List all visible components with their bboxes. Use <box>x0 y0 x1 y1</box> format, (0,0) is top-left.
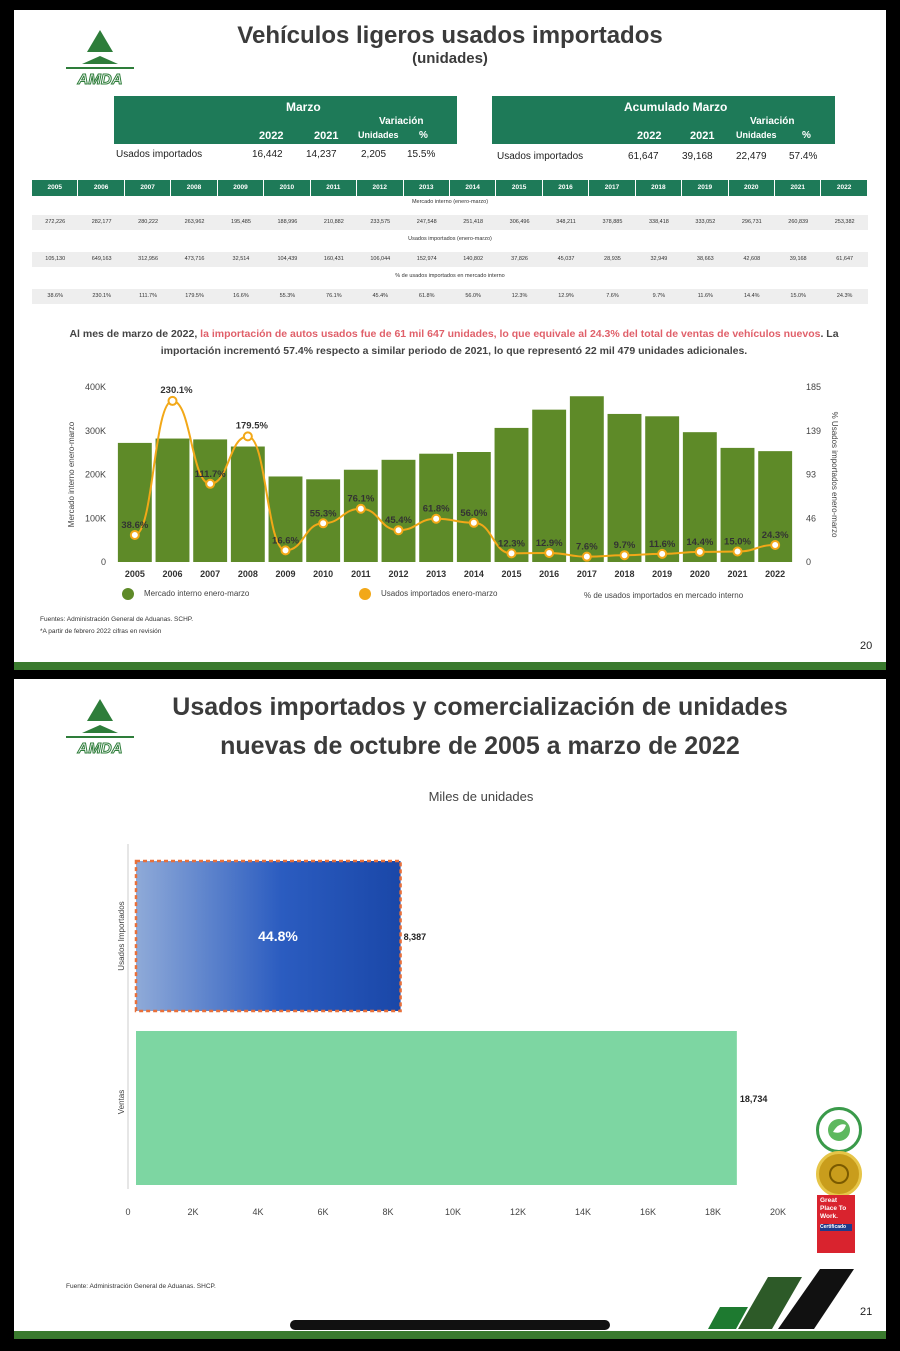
year-header-2021: 2021 <box>775 180 821 196</box>
usados-cell-2010: 104,439 <box>277 256 298 262</box>
pct-point-2016 <box>545 549 553 557</box>
pct-cell-2018: 9.7% <box>652 293 666 299</box>
mercado-cell-2007: 280,222 <box>138 219 159 225</box>
scroll-indicator[interactable] <box>290 1320 610 1330</box>
usados-cell-2014: 140,802 <box>463 256 484 262</box>
pct-cell-2009: 16.6% <box>233 293 249 299</box>
y2-tick-label: 185 <box>806 382 822 392</box>
x-tick-label: 2010 <box>313 569 334 579</box>
year-header-2018: 2018 <box>636 180 682 196</box>
x-tick-label: 18K <box>704 1207 722 1217</box>
bar-value-label: 18,734 <box>739 1094 768 1104</box>
usados-cell-2020: 42,608 <box>743 256 761 262</box>
mercado-cell-2017: 378,885 <box>602 219 623 225</box>
usados-cell-2019: 38,663 <box>696 256 714 262</box>
x-tick-label: 2014 <box>463 569 484 579</box>
year-header-2007: 2007 <box>125 180 171 196</box>
usados-cell-2015: 37,826 <box>511 256 528 262</box>
pct-data-label: 45.4% <box>385 515 412 527</box>
acumulado-2022: 61,647 <box>628 151 659 162</box>
category-label: Usados Importados <box>117 901 126 971</box>
pct-data-label: 38.6% <box>121 519 149 531</box>
footnote-sources: Fuentes: Administración General de Aduanas. SCHP. <box>40 616 194 623</box>
pct-point-2017 <box>583 553 591 561</box>
pct-data-label: 111.7% <box>194 468 226 480</box>
legend-usados-swatch <box>359 588 371 600</box>
x-tick-label: 2016 <box>539 569 560 579</box>
marzo-row-label: Usados importados <box>116 149 203 160</box>
pct-cell-2010: 55.3% <box>279 293 296 299</box>
pct-point-2020 <box>696 548 704 556</box>
year-header-2017: 2017 <box>589 180 635 196</box>
y-tick-label: 0 <box>100 557 106 567</box>
y-tick-label: 200K <box>84 469 106 480</box>
x-tick-label: 16K <box>639 1207 657 1217</box>
pct-cell-2022: 24.3% <box>836 293 853 299</box>
bar-2008 <box>231 447 265 562</box>
year-header-row <box>32 180 868 196</box>
x-tick-label: 0 <box>125 1207 131 1217</box>
x-tick-label: 2011 <box>351 569 371 579</box>
x-tick-label: 6K <box>317 1207 329 1217</box>
usados-cell-2021: 39,168 <box>789 256 807 262</box>
mercado-cell-2013: 247,548 <box>416 219 437 225</box>
pct-data-label: 11.6% <box>648 538 676 550</box>
pct-data-label: 76.1% <box>347 493 375 505</box>
year-header-2012: 2012 <box>357 180 403 196</box>
pct-point-2013 <box>432 515 440 523</box>
acumulado-2021: 39,168 <box>682 151 713 162</box>
pct-row <box>32 289 868 304</box>
year-header-2019: 2019 <box>682 180 728 196</box>
x-tick-label: 2021 <box>727 569 748 579</box>
mercado-row <box>32 215 868 230</box>
inai-badge <box>816 1107 862 1153</box>
pct-point-2006 <box>169 397 177 405</box>
year-header-2022: 2022 <box>821 180 867 196</box>
category-label: Ventas <box>117 1089 126 1115</box>
mercado-cell-2016: 348,211 <box>556 219 576 225</box>
pct-point-2012 <box>395 526 403 534</box>
slide-title-line2: nuevas de octubre de 2005 a marzo de 2022 <box>220 732 740 760</box>
y2-tick-label: 0 <box>806 557 812 567</box>
year-header-2010: 2010 <box>264 180 310 196</box>
bar-2011 <box>344 470 378 562</box>
x-tick-label: 2018 <box>614 569 635 579</box>
usados-cell-2018: 32,949 <box>650 256 668 262</box>
slide-21 <box>14 679 886 1339</box>
stripes-decoration <box>708 1269 858 1329</box>
x-tick-label: 2007 <box>200 569 221 579</box>
usados-cell-2022: 61,647 <box>836 256 854 262</box>
bar-value-label: 8,387 <box>403 932 427 942</box>
mercado-cell-2010: 188,996 <box>277 219 298 225</box>
footnote-revision: *A partir de febrero 2022 cifras en revisión <box>40 628 162 635</box>
mercado-cell-2015: 306,496 <box>509 219 530 225</box>
pct-point-2010 <box>319 519 327 527</box>
usados-cell-2016: 45,037 <box>557 256 575 262</box>
x-tick-label: 2022 <box>765 569 786 579</box>
pct-cell-2006: 230.1% <box>92 293 111 299</box>
pct-cell-2016: 12.9% <box>558 293 574 299</box>
chart-title: Miles de unidades <box>428 789 534 804</box>
usados-cell-2007: 312,956 <box>138 256 159 262</box>
mercado-label: Mercado interno (enero-marzo) <box>411 199 489 205</box>
mercado-cell-2021: 260,839 <box>788 219 809 225</box>
mercado-cell-2012: 233,575 <box>370 219 391 225</box>
legend-pct: % de usados importados en mercado interno <box>584 591 744 600</box>
pct-cell-2014: 56.0% <box>465 293 481 299</box>
year-header-2008: 2008 <box>171 180 217 196</box>
mercado-cell-2018: 338,418 <box>648 219 669 225</box>
pct-point-2022 <box>771 541 779 549</box>
x-tick-label: 12K <box>509 1207 527 1217</box>
usados-cell-2017: 28,935 <box>604 256 621 262</box>
pct-cell-2021: 15.0% <box>790 293 807 299</box>
pct-cell-2012: 45.4% <box>372 293 389 299</box>
pct-cell-2007: 111.7% <box>139 293 158 299</box>
pct-data-label: 15.0% <box>724 536 751 548</box>
mercado-cell-2022: 253,382 <box>834 219 855 225</box>
mercado-cell-2020: 296,731 <box>741 219 762 225</box>
mercado-cell-2005: 272,226 <box>45 219 66 225</box>
y2-tick-label: 139 <box>806 425 822 436</box>
summary-paragraph: Al mes de marzo de 2022, la importación de autos usados fue de 61 mil 647 unidades, lo que equivale al 24.3% del total de ventas de vehículos nuevos. La importación incrementó 57.4% respecto a similar periodo de 2021, lo que representó 22 mil 479 unidades adicionales. <box>69 328 839 357</box>
pct-data-label: 230.1% <box>160 384 193 396</box>
acumulado-pct: 57.4% <box>789 151 818 162</box>
usados-cell-2005: 105,130 <box>45 256 66 262</box>
usados-cell-2011: 160,431 <box>323 256 344 262</box>
pct-data-label: 12.3% <box>498 538 525 550</box>
y-tick-label: 100K <box>84 513 106 524</box>
pct-cell-2020: 14.4% <box>743 293 760 299</box>
acumulado-header: Acumulado Marzo Variación 2022 2021 Unidades % <box>492 96 835 144</box>
year-header-2014: 2014 <box>450 180 496 196</box>
bar-2006 <box>156 439 190 562</box>
marzo-unidades: 2,205 <box>361 149 387 160</box>
gold-seal-badge <box>816 1151 862 1197</box>
y-tick-label: 400K <box>84 382 106 392</box>
bar-2007 <box>193 439 227 562</box>
y2-axis-label: % Usados importados enero-marzo <box>830 411 839 538</box>
pct-data-label: 55.3% <box>309 508 337 520</box>
pct-point-2015 <box>508 549 516 557</box>
svg-text:AMDA: AMDA <box>77 740 123 757</box>
y2-tick-label: 46 <box>806 513 817 524</box>
mercado-cell-2008: 263,962 <box>184 219 205 225</box>
pct-point-2018 <box>621 551 629 559</box>
x-tick-label: 4K <box>252 1207 264 1217</box>
x-tick-label: 2020 <box>689 569 710 579</box>
bar-annotation-pct: 44.8% <box>258 928 298 944</box>
pct-data-label: 9.7% <box>613 540 636 552</box>
acumulado-unidades: 22,479 <box>736 151 767 162</box>
slide-title: Vehículos ligeros usados importados <box>237 22 663 49</box>
marzo-2022: 16,442 <box>252 149 283 160</box>
pct-point-2007 <box>206 480 214 488</box>
year-header-2013: 2013 <box>404 180 450 196</box>
usados-label: Usados importados (enero-marzo) <box>408 236 492 242</box>
pct-point-2009 <box>282 546 290 554</box>
pct-cell-2017: 7.6% <box>606 293 619 299</box>
x-tick-label: 8K <box>382 1207 394 1217</box>
pct-point-2005 <box>131 531 139 539</box>
marzo-2021: 14,237 <box>306 149 337 160</box>
mercado-cell-2019: 333,052 <box>695 219 716 225</box>
x-tick-label: 10K <box>444 1207 462 1217</box>
leaf-icon <box>819 1110 859 1150</box>
pct-data-label: 56.0% <box>460 507 488 519</box>
pct-data-label: 61.8% <box>422 503 450 515</box>
slide-subtitle: (unidades) <box>412 50 488 67</box>
usados-cell-2006: 649,163 <box>91 256 112 262</box>
svg-text:AMDA: AMDA <box>77 71 123 88</box>
bar-2012 <box>382 460 416 562</box>
footnote-source: Fuente: Administración General de Aduanas. SHCP. <box>66 1283 216 1290</box>
pct-data-label: 179.5% <box>235 420 268 432</box>
x-tick-label: 2012 <box>388 569 409 579</box>
bar-2017 <box>570 396 604 562</box>
x-tick-label: 2K <box>187 1207 199 1217</box>
y-axis-label: Mercado interno enero-marzo <box>67 421 76 528</box>
pct-point-2011 <box>357 505 365 513</box>
x-tick-label: 20K <box>769 1207 787 1217</box>
year-header-2020: 2020 <box>729 180 775 196</box>
mercado-cell-2006: 282,177 <box>91 219 112 225</box>
page-number: 20 <box>860 640 873 652</box>
slide-20 <box>14 10 886 670</box>
pct-point-2014 <box>470 519 478 527</box>
legend-mercado-swatch <box>122 588 134 600</box>
x-tick-label: 2009 <box>275 569 296 579</box>
usados-cell-2013: 152,974 <box>416 256 437 262</box>
mercado-cell-2009: 195,485 <box>231 219 251 225</box>
acumulado-row-label: Usados importados <box>497 151 584 162</box>
usados-cell-2008: 473,716 <box>184 256 205 262</box>
pct-data-label: 16.6% <box>272 535 299 547</box>
bar-2005 <box>118 443 152 562</box>
year-header-2016: 2016 <box>543 180 589 196</box>
pct-cell-2005: 38.6% <box>47 293 64 299</box>
year-header-2006: 2006 <box>78 180 124 196</box>
pct-point-2021 <box>734 548 742 556</box>
usados-cell-2009: 32,514 <box>232 256 250 262</box>
pct-cell-2019: 11.6% <box>697 293 713 299</box>
x-tick-label: 2006 <box>162 569 183 579</box>
pct-data-label: 7.6% <box>576 541 598 553</box>
pct-data-label: 24.3% <box>761 529 789 541</box>
usados-cell-2012: 106,044 <box>370 256 391 262</box>
x-tick-label: 2008 <box>237 569 258 579</box>
x-tick-label: 2019 <box>652 569 673 579</box>
seal-icon <box>819 1154 859 1194</box>
pct-data-label: 14.4% <box>686 536 714 548</box>
legend-mercado: Mercado interno enero-marzo <box>122 588 249 600</box>
y-tick-label: 300K <box>84 425 106 436</box>
pct-cell-2013: 61.8% <box>418 293 435 299</box>
legend-usados: Usados importados enero-marzo <box>359 588 498 600</box>
bar-ventas <box>136 1031 737 1185</box>
slide-title-line1: Usados importados y comercialización de unidades <box>172 693 788 721</box>
pct-cell-2015: 12.3% <box>511 293 528 299</box>
x-tick-label: 2013 <box>426 569 447 579</box>
marzo-pct: 15.5% <box>407 149 436 160</box>
pct-label: % de usados importados en mercado interno <box>395 273 505 279</box>
x-tick-label: 2015 <box>501 569 522 579</box>
mercado-cell-2011: 210,882 <box>323 219 344 225</box>
year-header-2009: 2009 <box>218 180 264 196</box>
y2-tick-label: 93 <box>806 469 817 480</box>
great-place-to-work-badge: Great Place To Work. Certificado <box>817 1195 855 1253</box>
mercado-cell-2014: 251,418 <box>463 219 484 225</box>
x-tick-label: 2017 <box>576 569 597 579</box>
page-number: 21 <box>860 1306 873 1318</box>
usados-row <box>32 252 868 267</box>
pct-cell-2008: 179.5% <box>185 293 204 299</box>
combo-chart <box>14 375 886 590</box>
pct-point-2019 <box>658 550 666 558</box>
year-header-2005: 2005 <box>32 180 78 196</box>
x-tick-label: 14K <box>574 1207 592 1217</box>
year-header-2015: 2015 <box>496 180 542 196</box>
marzo-header: Marzo Variación 2022 2021 Unidades % <box>114 96 457 144</box>
pct-cell-2011: 76.1% <box>326 293 342 299</box>
pct-data-label: 12.9% <box>535 537 563 549</box>
pct-point-2008 <box>244 432 252 440</box>
x-tick-label: 2005 <box>124 569 145 579</box>
hbar-chart <box>14 769 814 1329</box>
year-header-2011: 2011 <box>311 180 357 196</box>
